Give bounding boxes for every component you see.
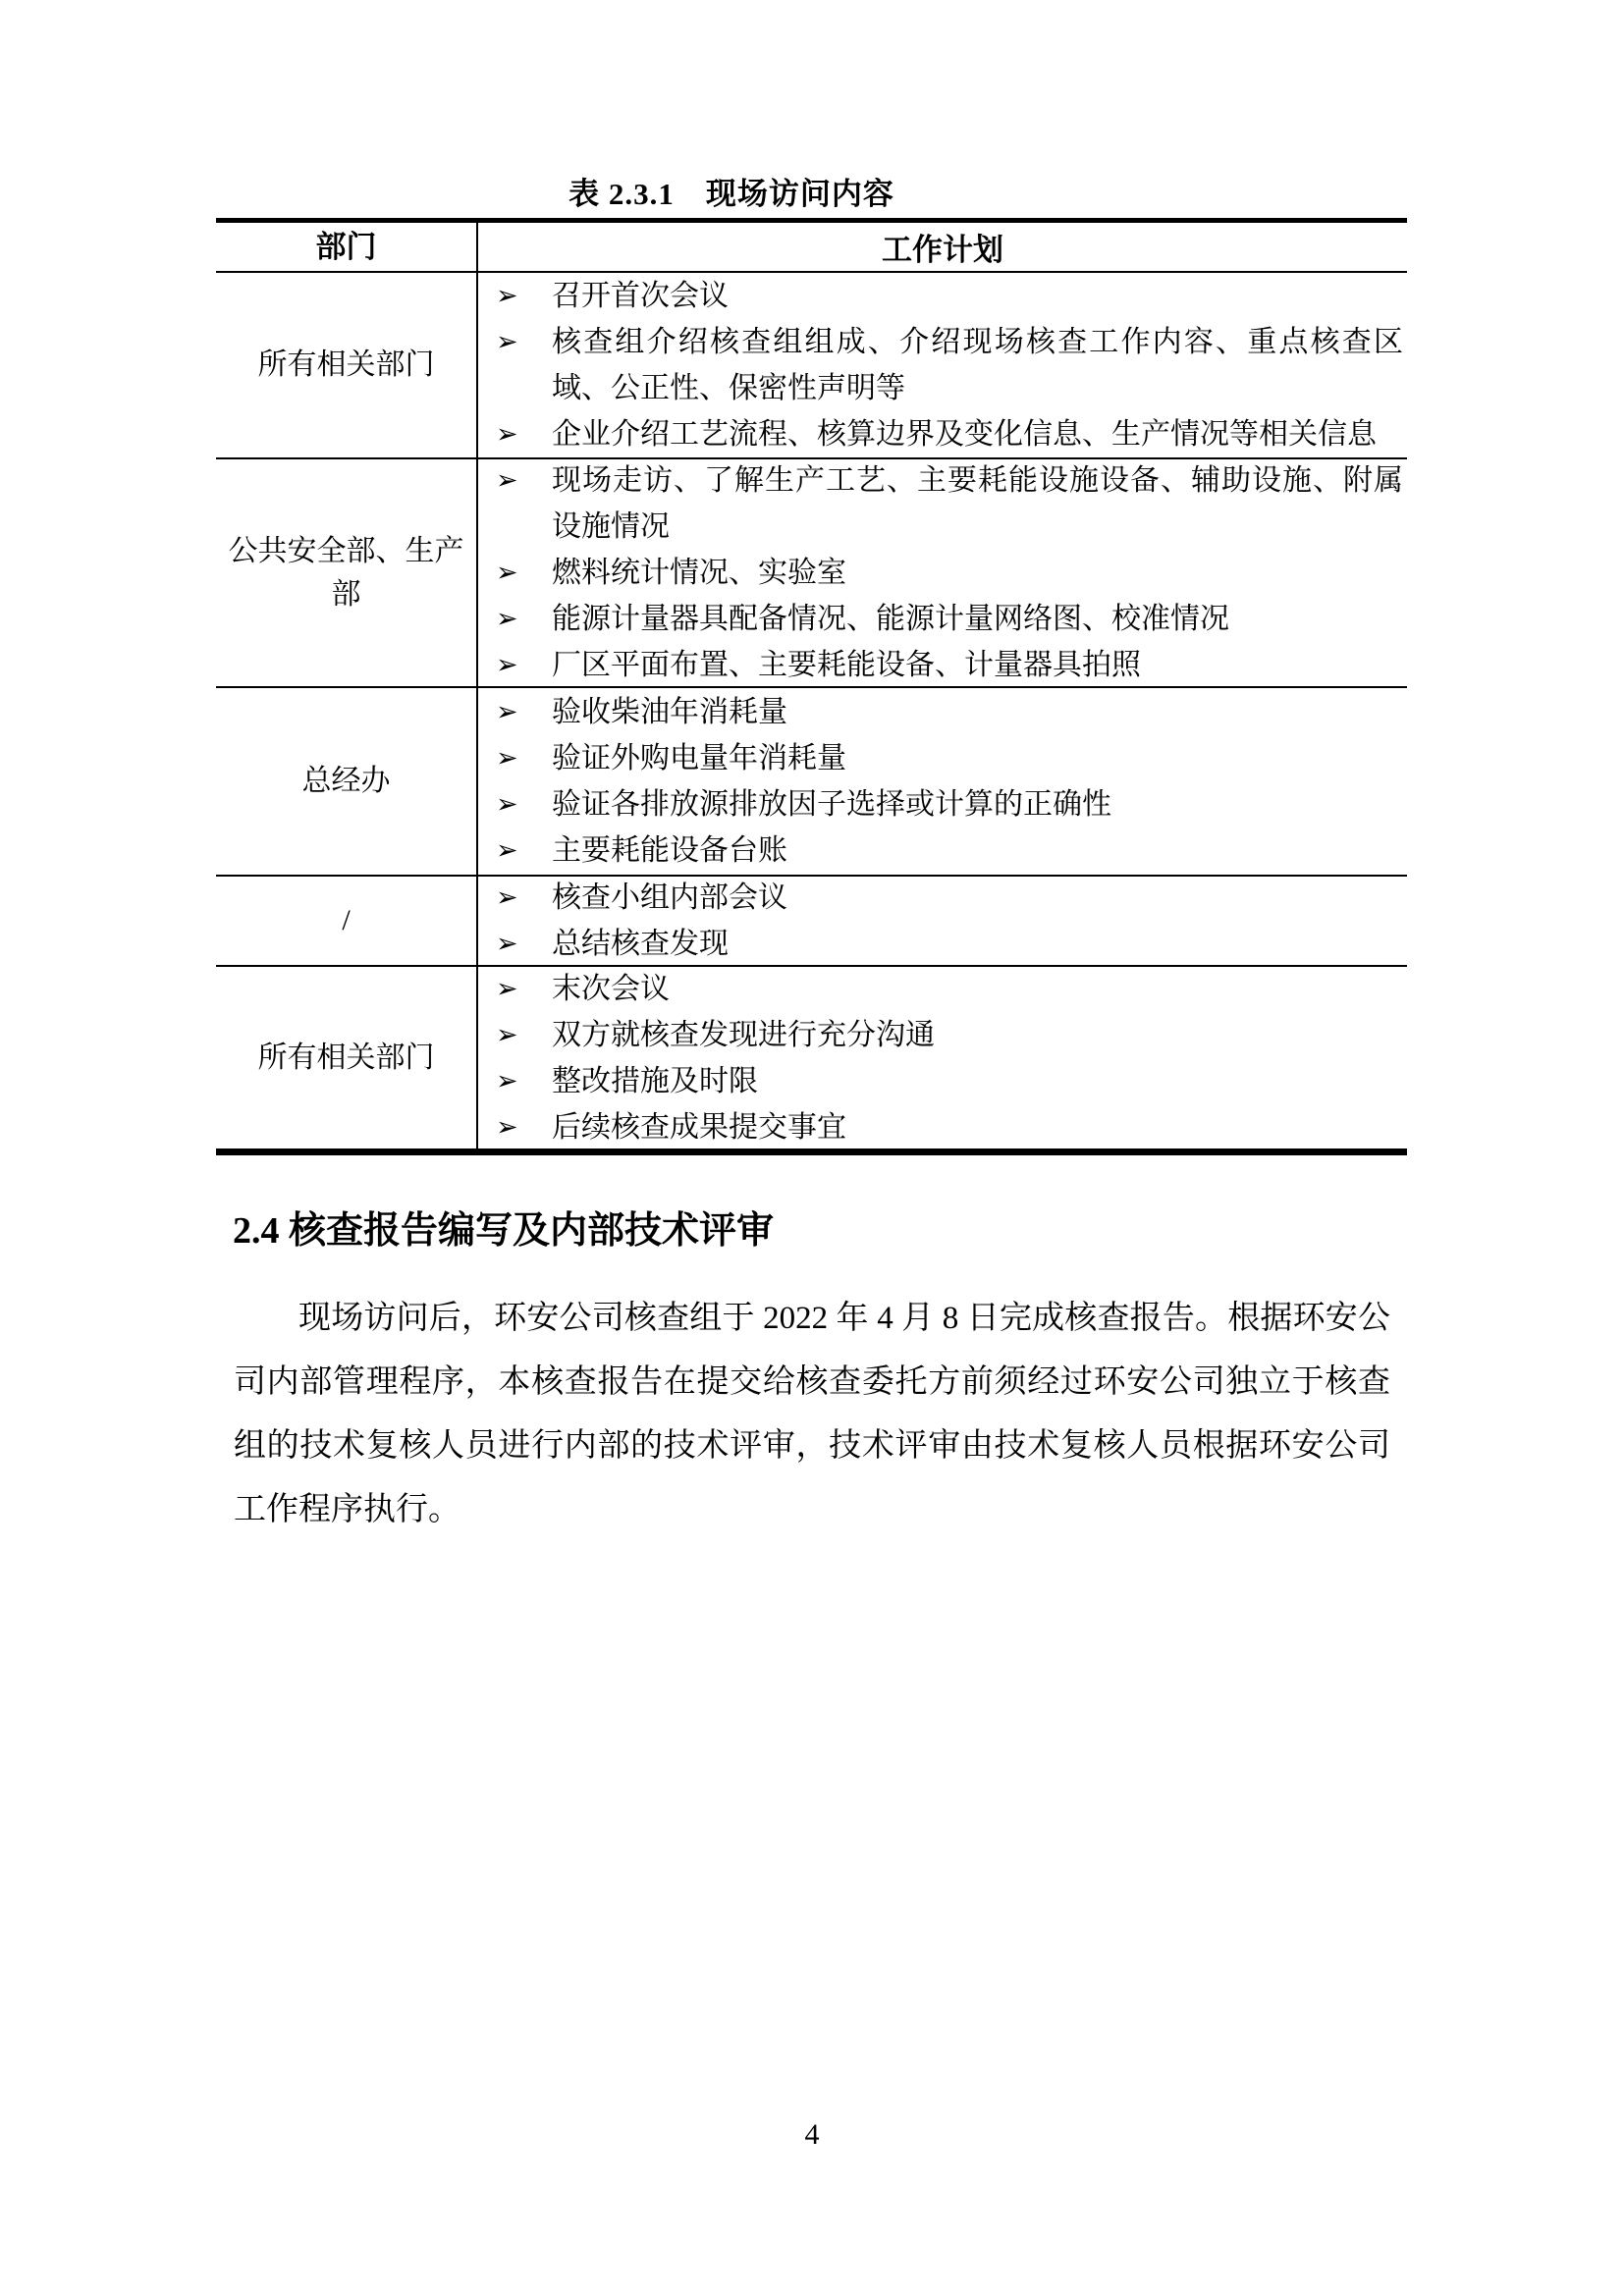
arrow-bullet-icon: ➢ [496,789,518,819]
paragraph-line: 组的技术复核人员进行内部的技术评审，技术评审由技术复核人员根据环安公司 [234,1428,1390,1464]
column-header-department: 部门 [216,223,478,271]
work-plan-item [478,828,1407,874]
work-plan-item-text: 企业介绍工艺流程、核算边界及变化信息、生产情况等相关信息 [552,418,1377,451]
department-cell: 所有相关部门 [216,273,478,457]
arrow-bullet-icon: ➢ [496,281,518,310]
work-plan-item [478,1058,1407,1104]
body-paragraph [234,1287,1390,1542]
work-plan-item-text: 双方就核查发现进行充分沟通 [552,1018,935,1051]
work-plan-item [478,1012,1407,1058]
work-plan-item-text: 现场走访、了解生产工艺、主要耗能设施设备、辅助设施、附属设施情况 [552,464,1403,543]
department-cell: 总经办 [216,688,478,875]
arrow-bullet-icon: ➢ [496,419,518,449]
table-row [216,967,1407,1148]
arrow-bullet-icon: ➢ [496,1065,518,1095]
arrow-bullet-icon: ➢ [496,697,518,726]
work-plan-item [478,1104,1407,1150]
table-header-row [216,223,1407,273]
work-plan-item [478,966,1407,1012]
table-body [216,273,1407,1148]
work-plan-cell [478,967,1407,1148]
site-visit-table [216,218,1407,1155]
work-plan-item-text: 末次会议 [552,972,670,1005]
work-plan-cell [478,688,1407,875]
table-row [216,877,1407,967]
work-plan-item [478,596,1407,642]
work-plan-item-text: 核查组介绍核查组组成、介绍现场核查工作内容、重点核查区域、公正性、保密性声明等 [552,326,1403,404]
section-heading: 2.4 核查报告编写及内部技术评审 [233,1210,775,1252]
work-plan-item [478,875,1407,921]
work-plan-item-text: 总结核查发现 [552,928,729,960]
work-plan-item [478,273,1407,319]
work-plan-item [478,781,1407,828]
arrow-bullet-icon: ➢ [496,604,518,633]
table-row [216,273,1407,459]
work-plan-cell [478,459,1407,686]
paragraph-line: 工作程序执行。 [234,1492,460,1527]
arrow-bullet-icon: ➢ [496,929,518,958]
arrow-bullet-icon: ➢ [496,1111,518,1142]
table-row [216,459,1407,688]
work-plan-item-text: 验收柴油年消耗量 [552,696,787,728]
arrow-bullet-icon: ➢ [496,558,518,587]
department-cell: 所有相关部门 [216,967,478,1148]
arrow-bullet-icon: ➢ [496,465,518,495]
work-plan-item-text: 验证各排放源排放因子选择或计算的正确性 [552,788,1111,821]
table-caption: 表 2.3.1 现场访问内容 [568,177,894,211]
paragraph-line: 现场访问后，环安公司核查组于 2022 年 4 月 8 日完成核查报告。根据环安公 [298,1301,1390,1336]
arrow-bullet-icon: ➢ [496,1019,518,1049]
arrow-bullet-icon: ➢ [496,327,518,356]
work-plan-item [478,642,1407,688]
page-number: 4 [804,2118,820,2151]
work-plan-item-text: 后续核查成果提交事宜 [552,1110,846,1144]
work-plan-item-text: 核查小组内部会议 [552,881,787,914]
column-header-work-plan: 工作计划 [882,233,1003,267]
table-row [216,688,1407,877]
work-plan-cell [478,877,1407,965]
work-plan-item-text: 燃料统计情况、实验室 [552,557,846,589]
arrow-bullet-icon: ➢ [496,650,518,679]
arrow-bullet-icon: ➢ [496,743,518,773]
work-plan-item [478,411,1407,457]
work-plan-item-text: 整改措施及时限 [552,1064,758,1097]
work-plan-item [478,319,1407,411]
paragraph-line: 司内部管理程序，本核查报告在提交给核查委托方前须经过环安公司独立于核查 [234,1364,1390,1400]
work-plan-item [478,457,1407,550]
work-plan-item-text: 验证外购电量年消耗量 [552,742,846,774]
work-plan-item [478,735,1407,781]
work-plan-item [478,921,1407,967]
work-plan-item-text: 召开首次会议 [552,280,729,312]
department-cell: / [216,877,478,965]
work-plan-item [478,689,1407,735]
arrow-bullet-icon: ➢ [496,882,518,912]
department-cell: 公共安全部、生产部 [216,459,478,686]
arrow-bullet-icon: ➢ [496,835,518,865]
work-plan-item-text: 能源计量器具配备情况、能源计量网络图、校准情况 [552,603,1229,635]
work-plan-item-text: 厂区平面布置、主要耗能设备、计量器具拍照 [552,649,1141,681]
work-plan-item-text: 主要耗能设备台账 [552,834,787,867]
work-plan-cell [478,273,1407,457]
arrow-bullet-icon: ➢ [496,973,518,1003]
work-plan-item [478,550,1407,596]
